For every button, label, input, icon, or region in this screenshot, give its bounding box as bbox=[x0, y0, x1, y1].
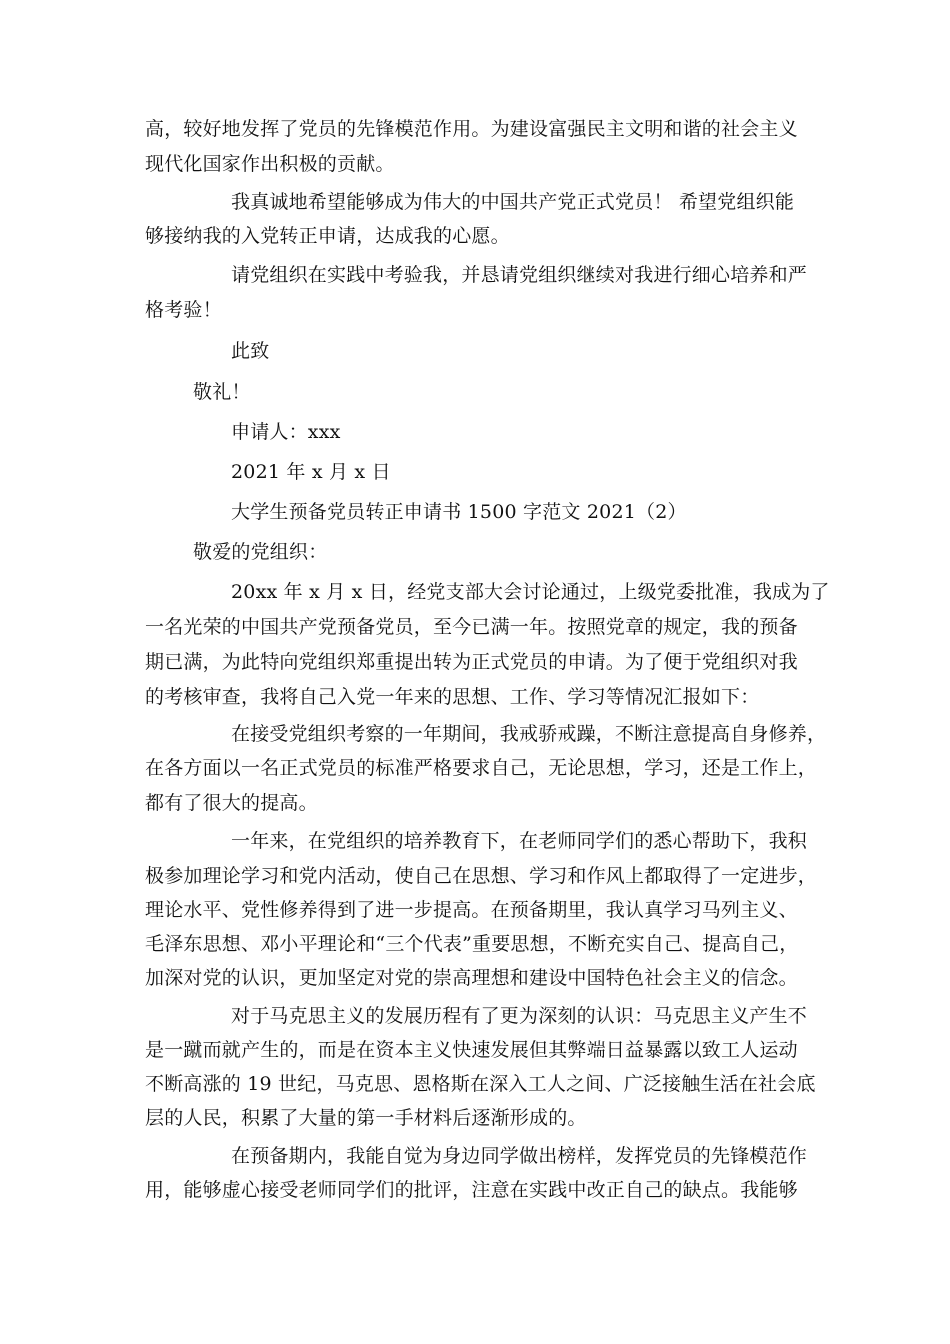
date-line: 2021 年 x 月 x 日 bbox=[231, 461, 391, 483]
text-line: 格考验！ bbox=[145, 299, 222, 321]
text-line: 高，较好地发挥了党员的先锋模范作用。为建设富强民主文明和谐的社会主义 bbox=[145, 118, 798, 140]
text-line: 期已满，为此特向党组织郑重提出转为正式党员的申请。为了便于党组织对我 bbox=[145, 651, 798, 673]
text-line: 一名光荣的中国共产党预备党员，至今已满一年。按照党章的规定，我的预备 bbox=[145, 616, 798, 638]
text-line: 请党组织在实践中考验我，并恳请党组织继续对我进行细心培养和严 bbox=[231, 264, 808, 286]
text-line: 都有了很大的提高。 bbox=[145, 792, 318, 814]
closing-line: 此致 bbox=[231, 340, 270, 362]
text-line: 在预备期内，我能自觉为身边同学做出榜样，发挥党员的先锋模范作 bbox=[231, 1145, 808, 1167]
text-line: 用，能够虚心接受老师同学们的批评，注意在实践中改正自己的缺点。我能够 bbox=[145, 1179, 798, 1201]
salutation-line: 敬礼！ bbox=[193, 381, 251, 403]
section-title: 大学生预备党员转正申请书 1500 字范文 2021（2） bbox=[231, 501, 687, 523]
greeting-line: 敬爱的党组织： bbox=[193, 541, 328, 563]
text-line: 对于马克思主义的发展历程有了更为深刻的认识：马克思主义产生不 bbox=[231, 1005, 808, 1027]
text-line: 的考核审查，我将自己入党一年来的思想、工作、学习等情况汇报如下： bbox=[145, 686, 760, 708]
text-line: 我真诚地希望能够成为伟大的中国共产党正式党员！ 希望党组织能 bbox=[231, 191, 795, 213]
applicant-line: 申请人：xxx bbox=[231, 421, 341, 443]
text-line: 现代化国家作出积极的贡献。 bbox=[145, 153, 395, 175]
text-line: 在接受党组织考察的一年期间，我戒骄戒躁，不断注意提高自身修养， bbox=[231, 723, 827, 745]
text-line: 极参加理论学习和党内活动，使自己在思想、学习和作风上都取得了一定进步， bbox=[145, 865, 818, 887]
text-line: 理论水平、党性修养得到了进一步提高。在预备期里，我认真学习马列主义、 bbox=[145, 899, 798, 921]
text-line: 层的人民，积累了大量的第一手材料后逐渐形成的。 bbox=[145, 1107, 587, 1129]
text-line: 20xx 年 x 月 x 日，经党支部大会讨论通过，上级党委批准，我成为了 bbox=[231, 581, 830, 603]
text-line: 在各方面以一名正式党员的标准严格要求自己，无论思想，学习，还是工作上， bbox=[145, 757, 818, 779]
text-line: 一年来，在党组织的培养教育下，在老师同学们的悉心帮助下，我积 bbox=[231, 830, 808, 852]
text-line: 够接纳我的入党转正申请，达成我的心愿。 bbox=[145, 225, 510, 247]
text-line: 不断高涨的 19 世纪，马克思、恩格斯在深入工人之间、广泛接触生活在社会底 bbox=[145, 1073, 816, 1095]
text-line: 毛泽东思想、邓小平理论和“三个代表”重要思想，不断充实自己、提高自己， bbox=[145, 933, 799, 955]
text-line: 加深对党的认识，更加坚定对党的崇高理想和建设中国特色社会主义的信念。 bbox=[145, 967, 798, 989]
text-line: 是一蹴而就产生的，而是在资本主义快速发展但其弊端日益暴露以致工人运动 bbox=[145, 1039, 798, 1061]
